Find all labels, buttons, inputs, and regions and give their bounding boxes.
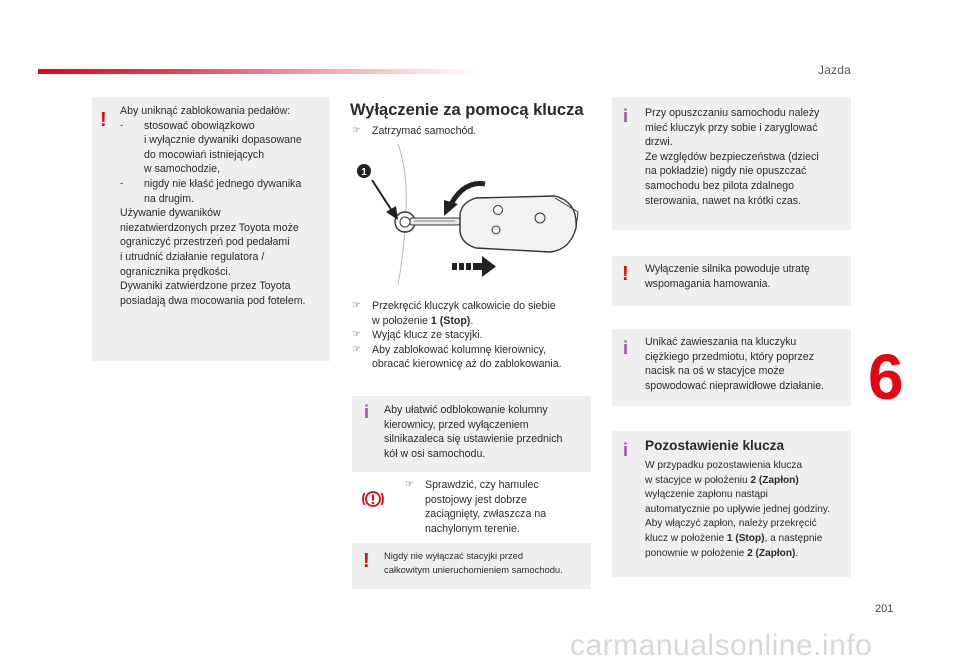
info-icon: i [623, 338, 629, 358]
key-info-text: Przy opuszczaniu samochodu należy mieć kluczyk przy sobie i zaryglować drzwi. Ze względów bezpieczeństwa (dzieci na pokładzie) nigdy nie opuszczać samochodu bez pilota zdalnego sterowania, nawet na krótki czas. [645, 107, 820, 207]
brake-warning-icon [361, 487, 385, 511]
list-item: ☞ Przekręcić kluczyk całkowicie do siebie w położenie 1 (Stop). [352, 300, 556, 327]
list-item: ☞ Sprawdzić, czy hamulec postojowy jest dobrze zaciągnięty, zwłaszcza na nachylonym terenie. [405, 479, 547, 535]
list-item: ☞ Aby zablokować kolumnę kierownicy, obracać kierownicę aż do zablokowania. [352, 343, 562, 371]
header-accent-bar [38, 69, 478, 74]
step-list-2 [352, 299, 590, 372]
ignition-key-illustration [350, 142, 590, 287]
brake-assist-warning-text: Wyłączenie silnika powoduje utratę wspomagania hamowania. [645, 263, 810, 290]
chapter-number: 6 [868, 341, 904, 413]
info-icon: i [623, 440, 629, 460]
chapter-title: Jazda [818, 63, 852, 77]
section-title: Pozostawienie klucza [645, 438, 785, 453]
pedal-warning-text: Aby uniknąć zablokowania pedałów: - stosować obowiązkowo i wyłącznie dywaniki dopasowane do mocowiań istniejących w samochodzie, - nigdy nie kłaść jednego dywanika na drugim. Używanie dywaników niezatwierdzonych przez Toyota może ograniczyć przestrzeń pod pedałami i utrudnić działanie regulatora / ogranicznika prędkości. Dywaniki zatwierdzone przez Toyota posiadają dwa mocowania pod fotelem. [120, 104, 330, 308]
key-left-text: W przypadku pozostawienia klucza w stacyjce w położeniu 2 (Zapłon) wyłączenie zapłonu nastąpi automatycznie po upływie jednej godziny. Aby włączyć zapłon, należy przekręcić klucz w położenie 1 (Stop), a następnie ponownie w położenie 2 (Zapłon). [645, 460, 830, 559]
keychain-info-text: Unikać zawieszania na kluczyku ciężkiego przedmiotu, który poprzez nacisk na oś w stacyjce może spowodować nieprawidłowe działanie. [645, 336, 825, 392]
list-item: ☞ Zatrzymać samochód. [352, 125, 477, 137]
section-title: Wyłączenie za pomocą klucza [350, 101, 584, 119]
info-icon: i [364, 402, 370, 422]
warning-icon: ! [100, 109, 107, 131]
finger-bullet-icon: ☞ [352, 343, 361, 355]
list-item: ☞ Wyjąć klucz ze stacyjki. [352, 329, 483, 342]
ignition-warning-text: Nigdy nie wyłączać stacyjki przed całkowitym unieruchomieniem samochodu. [384, 550, 563, 575]
page-number: 201 [875, 603, 894, 615]
finger-bullet-icon: ☞ [405, 479, 414, 490]
info-icon: i [623, 106, 629, 126]
step-list [352, 124, 590, 139]
warning-icon: ! [622, 263, 629, 285]
steering-info-text: Aby ułatwić odblokowanie kolumny kierownicy, przed wyłączeniem silnikazaleca się ustawienie przednich kół w osi samochodu. [384, 404, 563, 460]
brake-check-list [405, 478, 590, 536]
warning-icon: ! [363, 550, 370, 572]
callout-number: 1 [361, 167, 367, 178]
finger-bullet-icon: ☞ [352, 329, 361, 341]
finger-bullet-icon: ☞ [352, 125, 361, 136]
watermark: carmanualsonline.info [570, 629, 873, 662]
finger-bullet-icon: ☞ [352, 300, 361, 311]
list-item: - stosować obowiązkowo i wyłącznie dywaniki dopasowane do mocowiań istniejących w samochodzie, [120, 119, 302, 176]
list-item: - nigdy nie kłaść jednego dywanika na drugim. [120, 177, 302, 205]
